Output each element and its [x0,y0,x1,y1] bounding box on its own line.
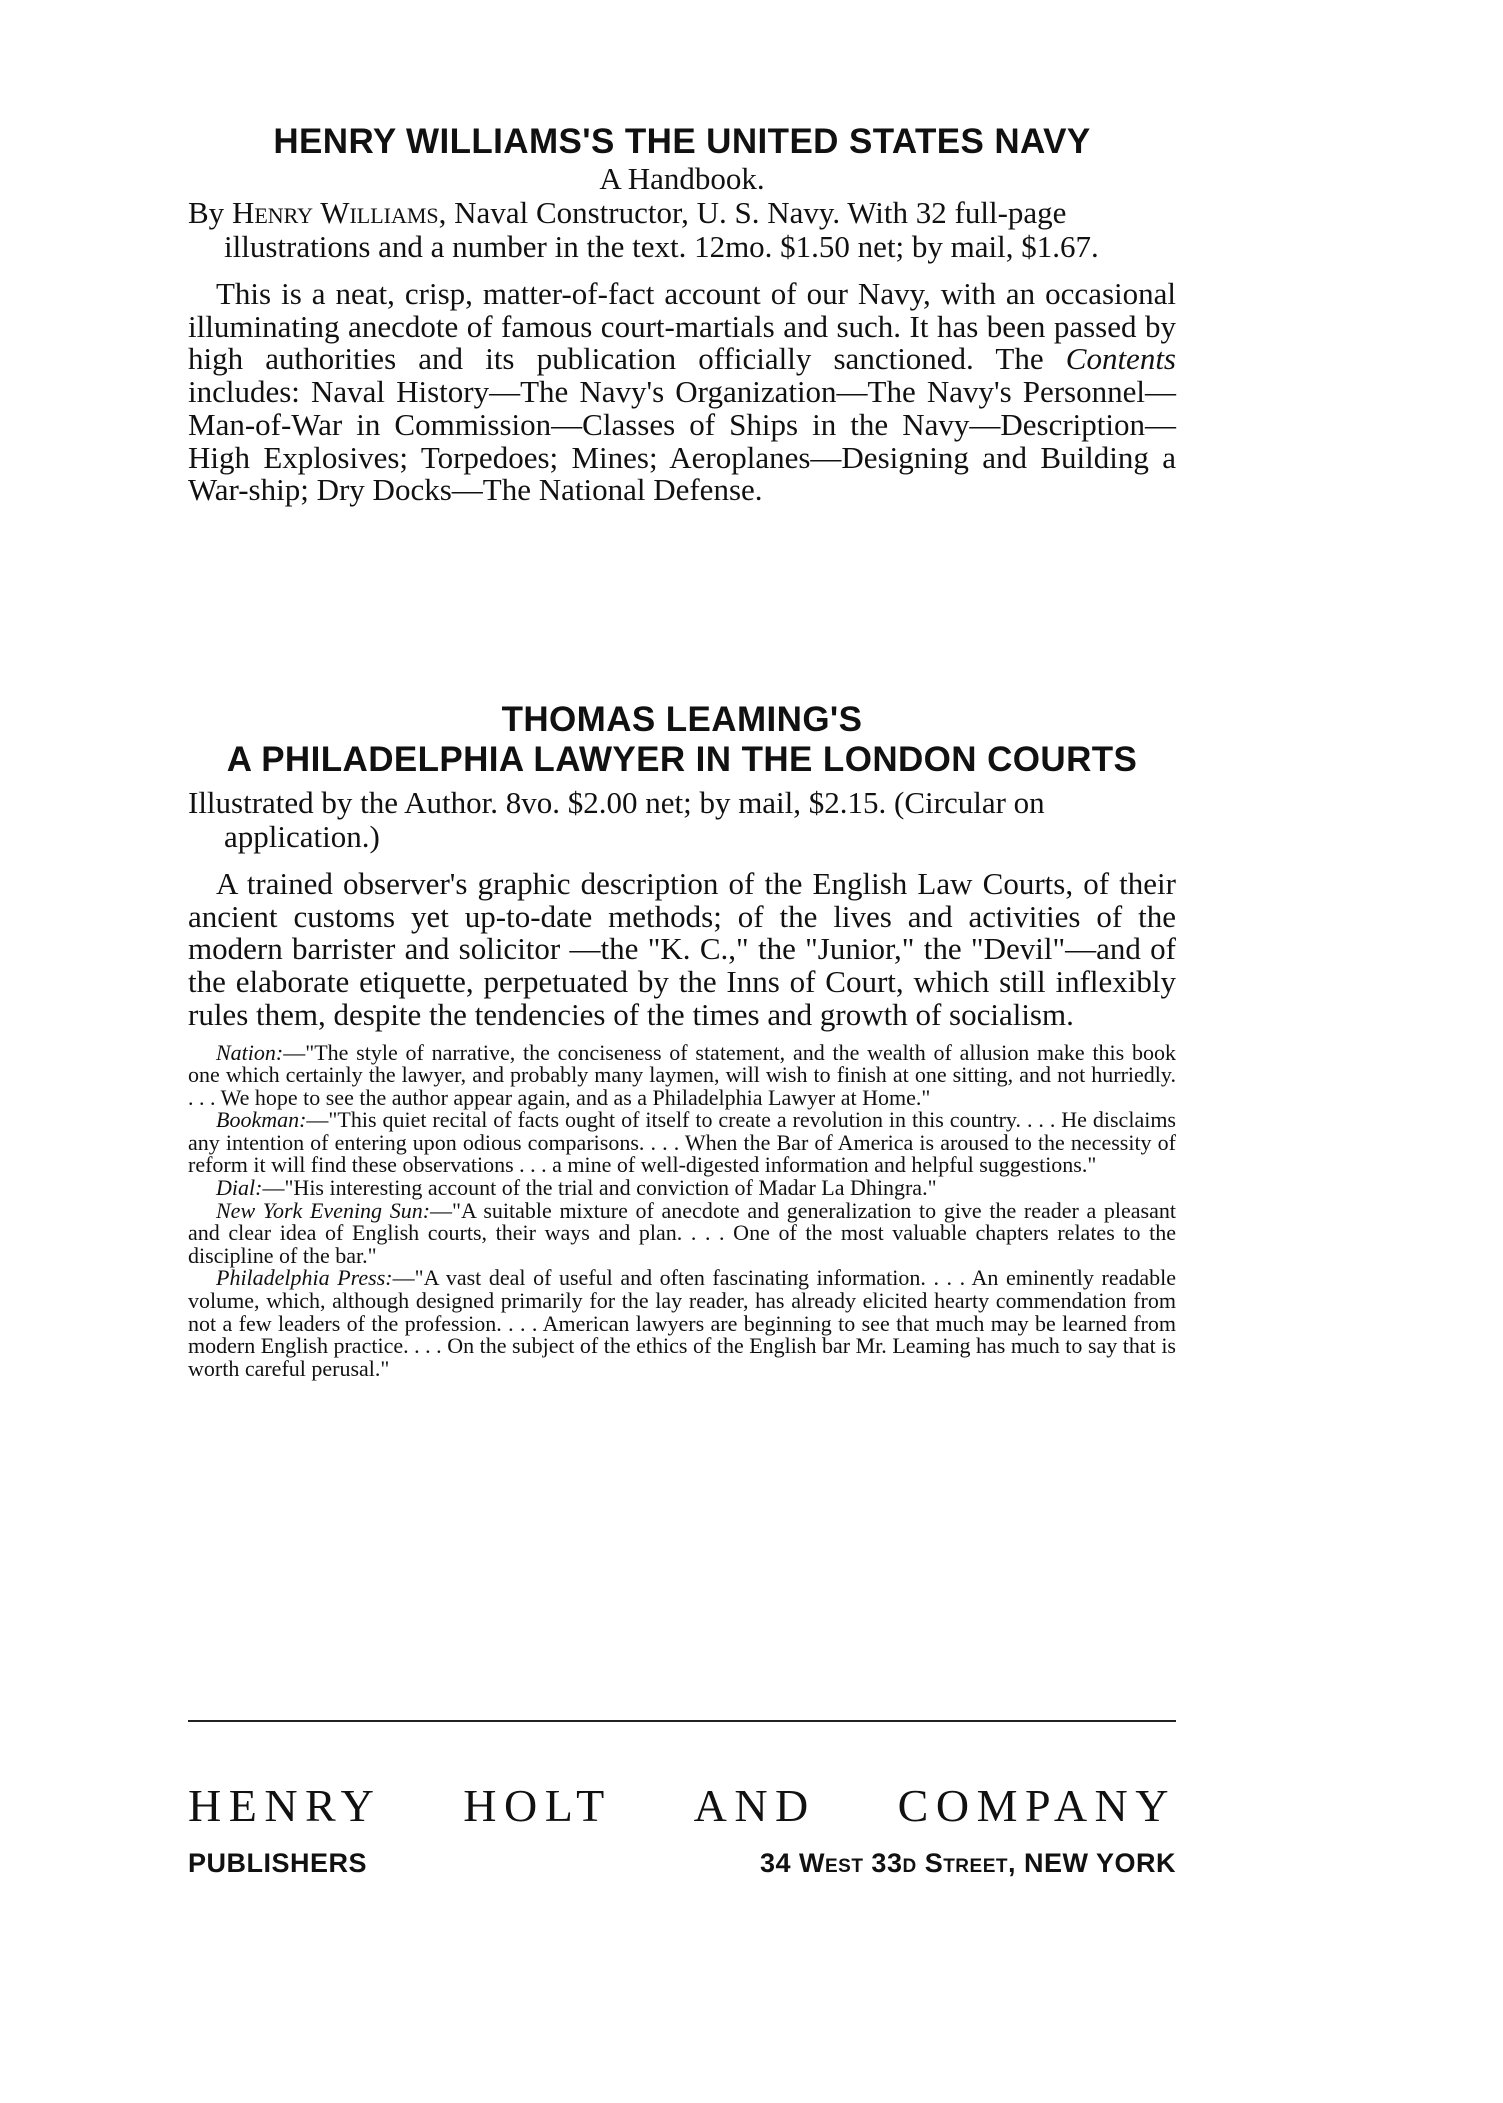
lawyer-book-section [188,700,1176,1380]
review-text: —"This quiet recital of facts ought of itself to create a revolution in this country. . . . He disclaims any intention of entering upon odious comparisons. . . . When the Bar of America is aroused to the necessity of reform it will find these observations . . . a mine of well-digested information and helpful suggestions." [188,1107,1176,1178]
review-source: Dial: [216,1175,263,1201]
publisher-address [760,1848,1176,1879]
navy-book-byline [188,196,1176,264]
navy-desc-italic: Contents [1065,341,1176,377]
publishers-label: PUBLISHERS [188,1848,368,1878]
publisher-word: HENRY [188,1780,382,1831]
address-number: 34 [759,1848,799,1878]
publisher-word: AND [693,1780,816,1831]
publisher-word: COMPANY [897,1780,1176,1831]
publisher-word: HOLT [463,1780,612,1831]
lawyer-book-description: A trained observer's graphic description of the English Law Courts, of their ancient customs yet up-to-date methods; of the lives and activities of the modern barrister and solicitor —the "K. C.," the "Junior," the "Devil"—and of the elaborate etiquette, perpetuated by the Inns of Court, which still inflexibly rules them, despite the tendencies of the times and growth of socialism. [188,866,1176,1032]
navy-book-heading: HENRY WILLIAMS'S THE UNITED STATES NAVY [273,122,1091,161]
lawyer-book-title-heading: A PHILADELPHIA LAWYER IN THE LONDON COURTS [226,740,1138,779]
review-source: New York Evening Sun: [216,1197,431,1223]
navy-book-author: Henry Williams [231,195,439,230]
footer-divider [188,1720,1176,1722]
navy-desc-before: This is a neat, crisp, matter-of-fact account of our Navy, with an occasional illuminating anecdote of famous court-martials and such. It has been passed by high authorities and its publication officially sanctioned. The [188,276,1176,377]
lawyer-book-author-heading: THOMAS LEAMING'S [501,700,863,739]
review-text: —"His interesting account of the trial and conviction of Madar La Dhingra." [262,1175,937,1201]
review-text: —"The style of narrative, the conciseness of statement, and the wealth of allusion make this book one which certainly the lawyer, and probably many laymen, will wish to finish at one sitting, and not hurriedly. . . . We hope to see the author appear again, and as a Philadelphia Lawyer at Home." [188,1039,1176,1110]
review-source: Bookman: [216,1107,307,1133]
review-philadelphia-press [188,1267,1176,1380]
review-bookman [188,1109,1176,1177]
review-ny-evening-sun [188,1197,1176,1268]
lawyer-book-details: Illustrated by the Author. 8vo. $2.00 net; by mail, $2.15. (Circular on application.) [188,785,1045,854]
publisher-name [188,1780,1176,1832]
navy-book-subtitle: A Handbook. [599,161,765,196]
review-text: —"A suitable mixture of anecdote and generalization to give the reader a pleasant and clear idea of English courts, their ways and plan. . . . One of the most valuable chapters relates to the discipline of the bar." [188,1197,1176,1268]
review-nation [188,1039,1176,1110]
address-street: West 33d Street [799,1848,1008,1878]
navy-desc-after: includes: Naval History—The Navy's Organization—The Navy's Personnel—Man-of-War in Commission—Classes of Ships in the Navy—Description—High Explosives; Torpedoes; Mines; Aeroplanes—Designing and Building a War-ship; Dry Docks—The National Defense. [188,374,1176,508]
address-city: , NEW YORK [1007,1848,1176,1878]
navy-book-section [188,122,1176,507]
byline-by: By [188,195,232,230]
byline-rest: , Naval Constructor, U. S. Navy. With 32 full-page illustrations and a number in the text. 12mo. $1.50 net; by mail, $1.67. [224,195,1099,264]
navy-book-description [188,278,1176,507]
review-text: —"A vast deal of useful and often fascinating information. . . . An eminently readable volume, which, although designed primarily for the lay reader, has already elicited hearty commendation from not a few leaders of the profession. . . . American lawyers are beginning to see that much may be learned from modern English practice. . . . On the subject of the ethics of the English bar Mr. Leaming has much to say that is worth careful perusal." [188,1265,1176,1381]
review-source: Nation: [216,1039,284,1065]
review-dial [188,1177,1176,1200]
publisher-details [188,1848,1176,1879]
review-source: Philadelphia Press: [216,1265,393,1291]
reviews-list [188,1039,1176,1381]
